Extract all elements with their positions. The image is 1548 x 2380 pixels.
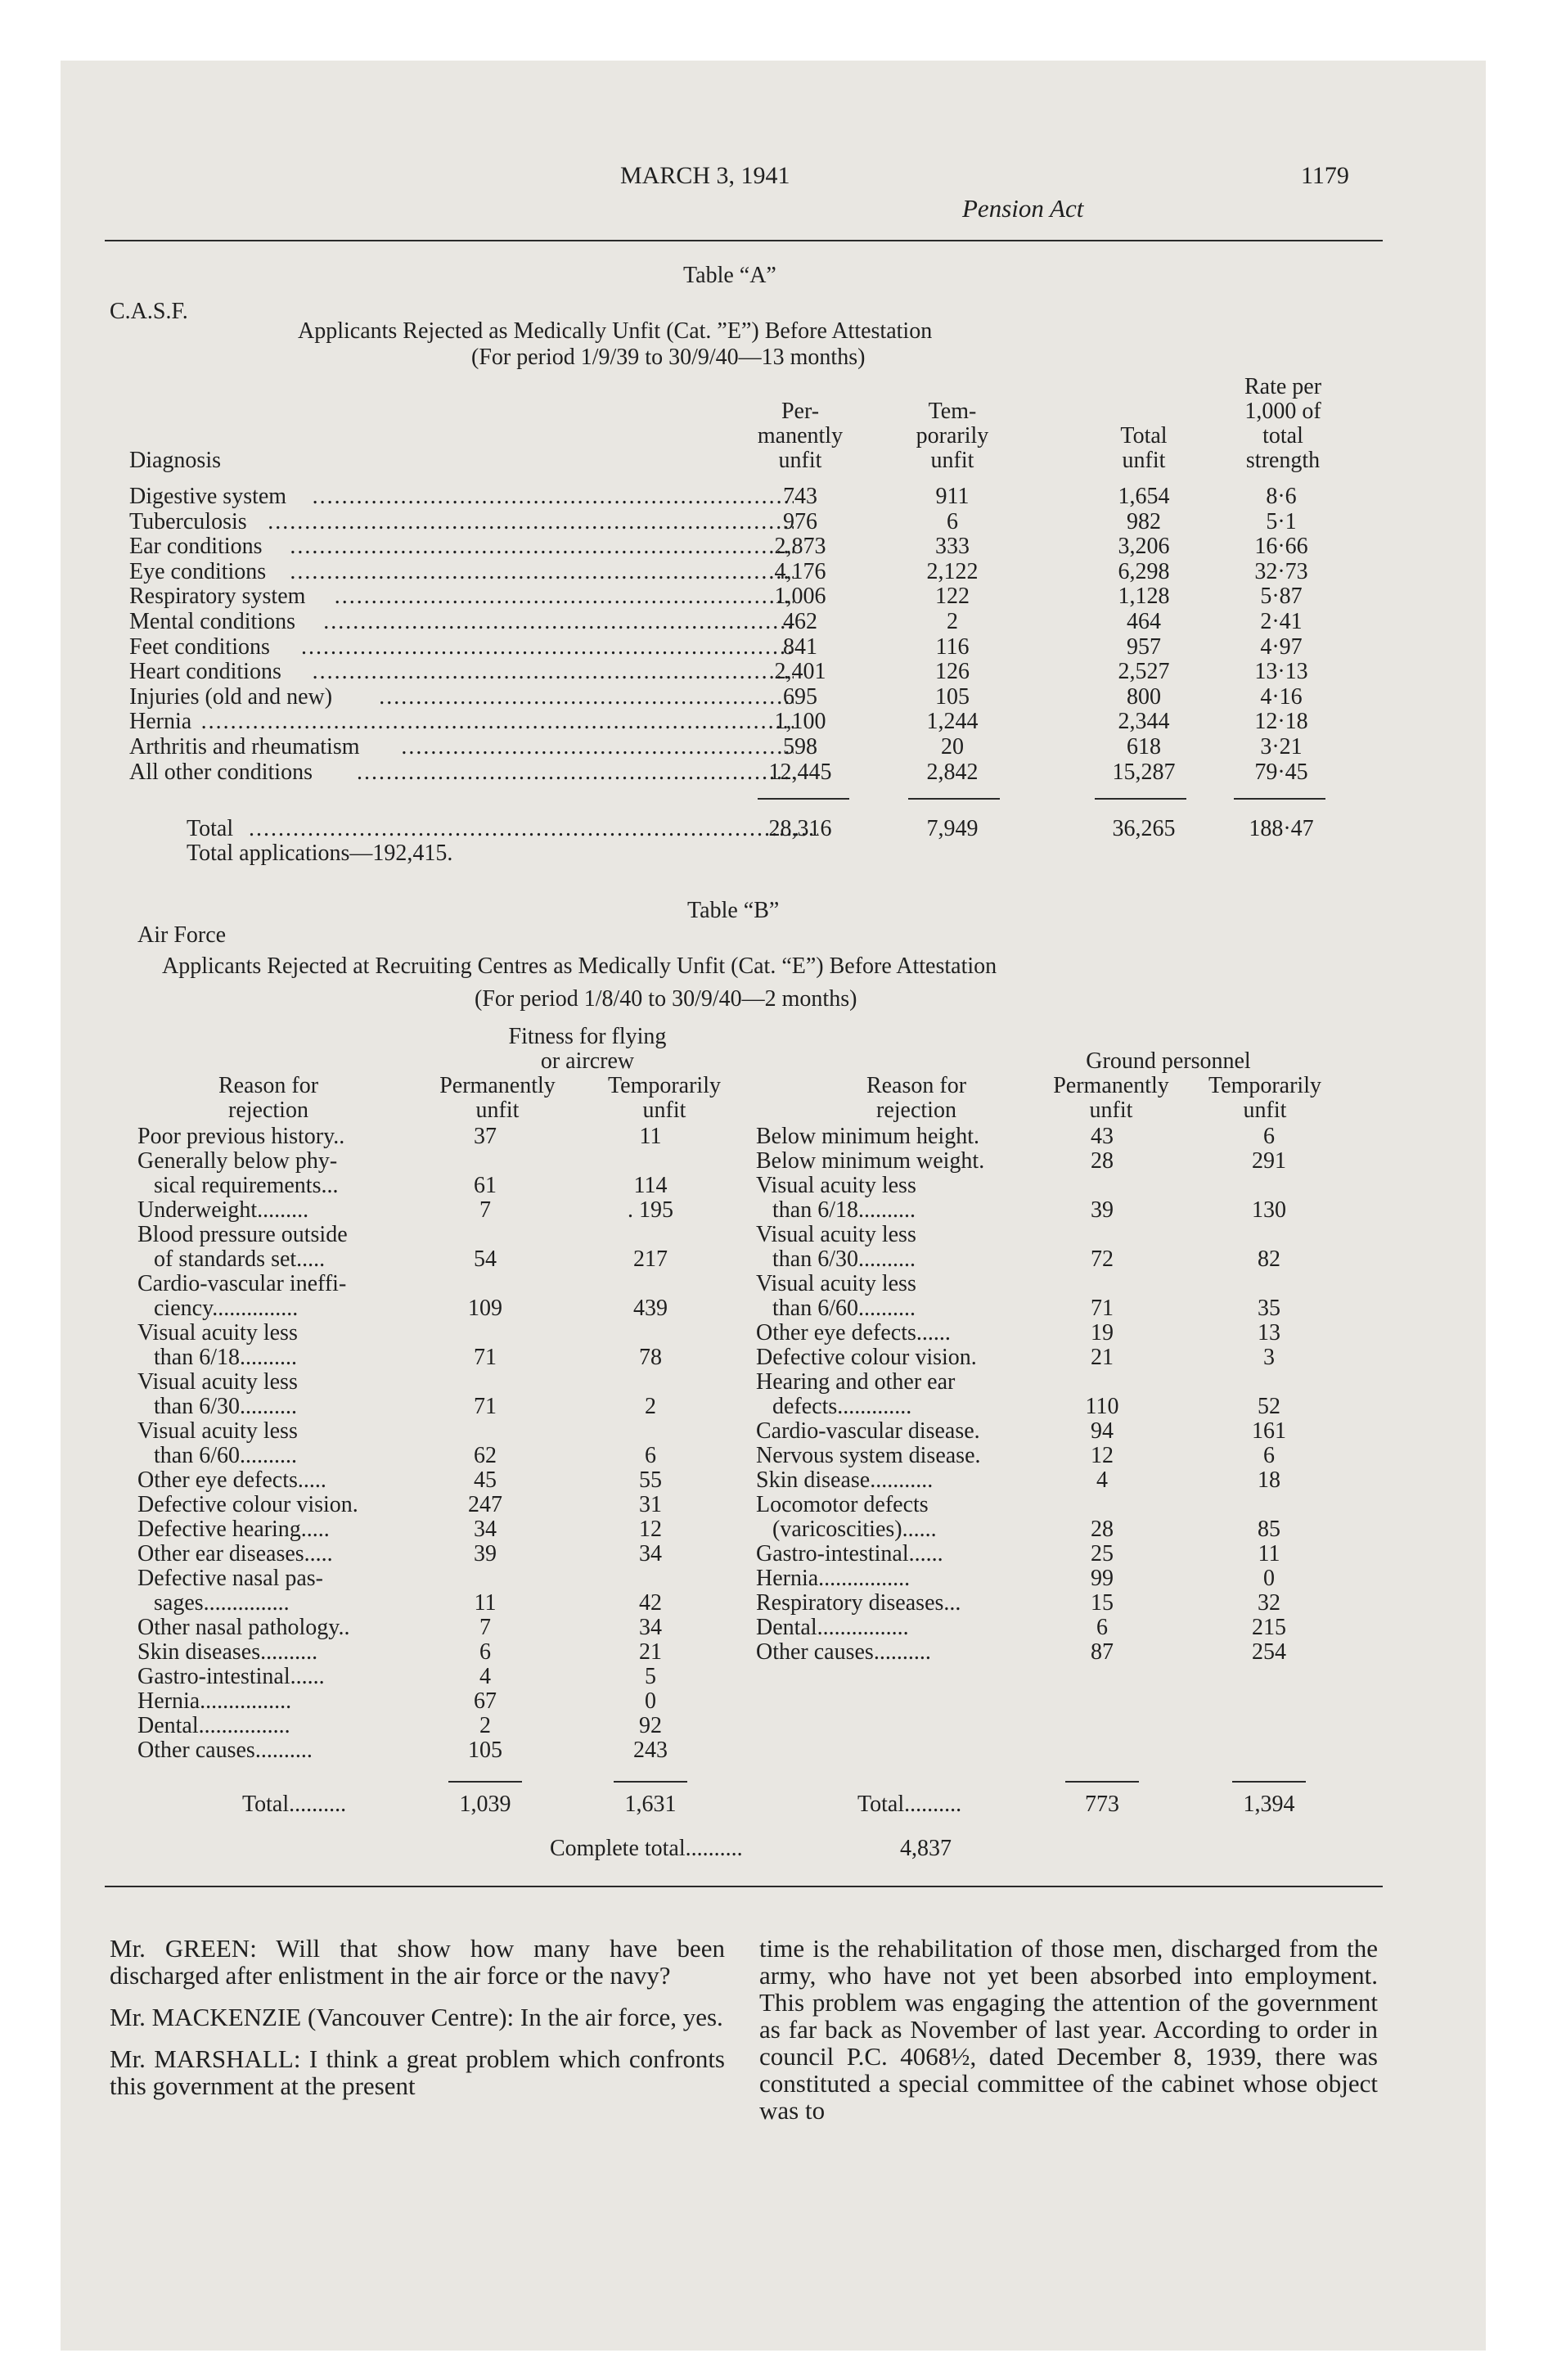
leader-dots bbox=[313, 485, 794, 509]
temporary-cell: 2 bbox=[947, 609, 958, 634]
table-a-sum-rule bbox=[908, 798, 1000, 800]
temporary-cell: 5 bbox=[645, 1664, 656, 1689]
reason-text: Dental................ bbox=[137, 1713, 290, 1738]
temporary-cell: 55 bbox=[639, 1467, 662, 1493]
permanent-cell: 7 bbox=[479, 1197, 491, 1223]
reason-text: Defective colour vision. bbox=[756, 1345, 977, 1370]
leader-dots bbox=[313, 660, 794, 684]
temporary-cell: 85 bbox=[1258, 1517, 1280, 1542]
diagnosis-cell: Ear conditions bbox=[129, 534, 263, 560]
reason-text: than 6/60.......... bbox=[772, 1296, 916, 1321]
reason-text: Skin disease........... bbox=[756, 1467, 934, 1493]
temporary-cell: 35 bbox=[1258, 1296, 1280, 1321]
table-row bbox=[105, 534, 1383, 559]
permanent-cell: 94 bbox=[1091, 1418, 1114, 1444]
temporary-cell: 0 bbox=[1263, 1566, 1275, 1591]
rate-cell: 2·41 bbox=[1260, 609, 1303, 634]
permanent-cell: 39 bbox=[1091, 1197, 1114, 1223]
permanent-cell: 1,006 bbox=[774, 584, 826, 610]
permanent-cell: 43 bbox=[1091, 1124, 1114, 1149]
table-b-complete-total: Complete total.......... 4,837 bbox=[550, 1836, 952, 1861]
table-b-right-total: Total.......... 773 1,394 bbox=[857, 1792, 1295, 1817]
reason-text: Other ear diseases..... bbox=[137, 1541, 333, 1566]
temporary-cell: 18 bbox=[1258, 1467, 1280, 1493]
permanent-cell: 4 bbox=[1096, 1467, 1108, 1493]
table-row bbox=[105, 635, 1383, 660]
permanent-cell: 12,445 bbox=[768, 759, 832, 785]
reason-text: Visual acuity less bbox=[756, 1271, 916, 1296]
temporary-cell: 215 bbox=[1252, 1615, 1286, 1640]
permanent-cell: 109 bbox=[468, 1296, 502, 1321]
reason-text: Other causes.......... bbox=[137, 1738, 313, 1763]
temporary-cell: 20 bbox=[941, 734, 964, 760]
table-a-col-temporary: Tem- porarily unfit bbox=[916, 399, 989, 473]
table-a-sum-rule bbox=[1234, 798, 1325, 800]
diagnosis-cell: Arthritis and rheumatism bbox=[129, 734, 360, 760]
permanent-cell: 37 bbox=[474, 1124, 497, 1149]
header-rule bbox=[105, 240, 1383, 241]
reason-text: than 6/18.......... bbox=[154, 1345, 297, 1370]
rate-cell: 5·1 bbox=[1266, 508, 1297, 534]
leader-dots bbox=[323, 610, 794, 634]
permanent-cell: 1,100 bbox=[774, 709, 826, 735]
table-b-right-col-reason: Reason for rejection bbox=[866, 1073, 967, 1123]
table-b-period: (For period 1/8/40 to 30/9/40—2 months) bbox=[475, 986, 857, 1012]
permanent-cell: 2,873 bbox=[774, 534, 826, 560]
temporary-cell: 439 bbox=[633, 1296, 668, 1321]
debate-left-column bbox=[110, 1935, 725, 2114]
reason-text: Other eye defects..... bbox=[137, 1467, 326, 1493]
speech-mackenzie: Mr. MACKENZIE (Vancouver Centre): In the air force, yes. bbox=[110, 2003, 723, 2031]
total-cell: 6,298 bbox=[1118, 558, 1170, 584]
rate-cell: 4·97 bbox=[1260, 633, 1303, 660]
reason-text: of standards set..... bbox=[154, 1246, 326, 1272]
reason-text: Other causes.......... bbox=[756, 1639, 931, 1665]
table-a-col-diagnosis: Diagnosis bbox=[129, 448, 221, 473]
permanent-cell: 61 bbox=[474, 1173, 497, 1198]
reason-text: Gastro-intestinal...... bbox=[137, 1664, 325, 1689]
temporary-cell: 78 bbox=[639, 1345, 662, 1370]
permanent-cell: 28 bbox=[1091, 1517, 1114, 1542]
reason-text: Cardio-vascular disease. bbox=[756, 1418, 980, 1444]
temporary-cell: 31 bbox=[639, 1492, 662, 1517]
reason-text: Underweight......... bbox=[137, 1197, 309, 1223]
permanent-cell: 6 bbox=[1096, 1615, 1108, 1640]
page-date: MARCH 3, 1941 bbox=[620, 162, 790, 189]
permanent-cell: 743 bbox=[783, 484, 817, 509]
reason-text: Cardio-vascular ineffi- bbox=[137, 1271, 347, 1296]
diagnosis-cell: Tuberculosis bbox=[129, 508, 247, 534]
temporary-cell: 217 bbox=[633, 1246, 668, 1272]
diagnosis-cell: Digestive system bbox=[129, 484, 287, 509]
table-row bbox=[105, 510, 1383, 534]
reason-text: Visual acuity less bbox=[756, 1222, 916, 1247]
reason-text: than 6/60.......... bbox=[154, 1443, 297, 1468]
permanent-cell: 976 bbox=[783, 508, 817, 534]
permanent-cell: 4,176 bbox=[774, 558, 826, 584]
reason-text: Visual acuity less bbox=[137, 1418, 298, 1444]
rate-cell: 16·66 bbox=[1254, 534, 1308, 560]
table-a-col-permanent: Per- manently unfit bbox=[757, 399, 844, 473]
temporary-cell: 21 bbox=[639, 1639, 662, 1665]
temporary-cell: 6 bbox=[1263, 1443, 1275, 1468]
table-b-sum-rule bbox=[1232, 1781, 1306, 1783]
temporary-cell: . 195 bbox=[628, 1197, 673, 1223]
permanent-cell: 71 bbox=[1091, 1296, 1114, 1321]
rate-cell: 4·16 bbox=[1260, 683, 1303, 710]
speech-marshall-continued: time is the rehabilitation of those men, discharged from the army, who have not yet been absorbed into employment. This problem was engaging the attention of the government as far back as November of last year. According to order in council P.C. 4068½, dated December 8, 1939, there was constituted a special committee of the cabinet whose object was to bbox=[759, 1934, 1378, 2125]
page-section-title: Pension Act bbox=[962, 194, 1084, 223]
temporary-cell: 130 bbox=[1252, 1197, 1286, 1223]
temporary-cell: 11 bbox=[639, 1124, 662, 1149]
total-cell: 618 bbox=[1127, 734, 1161, 760]
leader-dots bbox=[357, 760, 794, 785]
table-row bbox=[105, 735, 1383, 760]
reason-text: Nervous system disease. bbox=[756, 1443, 981, 1468]
leader-dots bbox=[301, 635, 794, 660]
reason-text: Hernia................ bbox=[756, 1566, 911, 1591]
reason-text: Hearing and other ear bbox=[756, 1369, 956, 1395]
permanent-cell: 2 bbox=[479, 1713, 491, 1738]
permanent-cell: 598 bbox=[783, 734, 817, 760]
speech-green: Mr. GREEN: Will that show how many have been discharged after enlistment in the air force or the navy? bbox=[110, 1934, 725, 1990]
temporary-cell: 11 bbox=[1258, 1541, 1280, 1566]
table-b-caption: Table “B” bbox=[687, 898, 780, 923]
temporary-cell: 2,842 bbox=[926, 759, 979, 785]
reason-text: Below minimum weight. bbox=[756, 1148, 985, 1174]
temporary-cell: 6 bbox=[947, 508, 958, 534]
temporary-cell: 254 bbox=[1252, 1639, 1286, 1665]
temporary-cell: 243 bbox=[633, 1738, 668, 1763]
table-row bbox=[105, 660, 1383, 684]
leader-dots bbox=[379, 685, 794, 710]
permanent-cell: 12 bbox=[1091, 1443, 1114, 1468]
reason-text: Below minimum height. bbox=[756, 1124, 979, 1149]
total-cell: 957 bbox=[1127, 633, 1161, 660]
permanent-cell: 71 bbox=[474, 1345, 497, 1370]
reason-text: Defective hearing..... bbox=[137, 1517, 330, 1542]
reason-text: Skin diseases.......... bbox=[137, 1639, 318, 1665]
rate-cell: 12·18 bbox=[1254, 709, 1308, 735]
speech-marshall: Mr. MARSHALL: I think a great problem which confronts this government at the present bbox=[110, 2044, 725, 2100]
table-a-total-row: Total ..... 28,316 7,949 36,265 188·47 bbox=[105, 817, 1383, 841]
diagnosis-cell: Injuries (old and new) bbox=[129, 683, 333, 710]
temporary-cell: 34 bbox=[639, 1541, 662, 1566]
table-b-sum-rule bbox=[448, 1781, 522, 1783]
table-b-left-group: Fitness for flying or aircrew bbox=[508, 1024, 667, 1074]
temporary-cell: 122 bbox=[935, 584, 970, 610]
permanent-cell: 87 bbox=[1091, 1639, 1114, 1665]
table-a-period: (For period 1/9/39 to 30/9/40—13 months) bbox=[471, 345, 866, 370]
table-b-left-total: Total.......... 1,039 1,631 bbox=[242, 1792, 677, 1817]
leader-dots bbox=[268, 510, 794, 534]
diagnosis-cell: All other conditions bbox=[129, 759, 313, 785]
diagnosis-cell: Respiratory system bbox=[129, 584, 306, 610]
temporary-cell: 6 bbox=[645, 1443, 656, 1468]
leader-dots bbox=[401, 735, 794, 760]
reason-text: sical requirements... bbox=[154, 1173, 339, 1198]
permanent-cell: 4 bbox=[479, 1664, 491, 1689]
permanent-cell: 6 bbox=[479, 1639, 491, 1665]
table-b-sum-rule bbox=[614, 1781, 687, 1783]
reason-text: than 6/30.......... bbox=[154, 1394, 297, 1419]
permanent-cell: 15 bbox=[1091, 1590, 1114, 1616]
temporary-cell: 42 bbox=[639, 1590, 662, 1616]
document-page bbox=[105, 0, 1383, 2380]
table-row bbox=[105, 685, 1383, 710]
reason-text: Blood pressure outside bbox=[137, 1222, 348, 1247]
permanent-cell: 841 bbox=[783, 633, 817, 660]
temporary-cell: 6 bbox=[1263, 1124, 1275, 1149]
section-rule bbox=[105, 1886, 1383, 1887]
permanent-cell: 19 bbox=[1091, 1320, 1114, 1346]
temporary-cell: 126 bbox=[935, 659, 970, 685]
rate-cell: 13·13 bbox=[1254, 659, 1308, 685]
reason-text: Locomotor defects bbox=[756, 1492, 929, 1517]
temporary-cell: 161 bbox=[1252, 1418, 1286, 1444]
permanent-cell: 105 bbox=[468, 1738, 502, 1763]
reason-text: sages............... bbox=[154, 1590, 290, 1616]
table-row bbox=[105, 584, 1383, 609]
temporary-cell: 3 bbox=[1263, 1345, 1275, 1370]
table-a-col-rate: Rate per 1,000 of total strength bbox=[1244, 374, 1322, 473]
table-a-sum-rule bbox=[758, 798, 849, 800]
table-b-left-col-permanent: Permanently unfit bbox=[439, 1073, 556, 1123]
reason-text: Gastro-intestinal...... bbox=[756, 1541, 943, 1566]
total-cell: 3,206 bbox=[1118, 534, 1170, 560]
reason-text: ciency............... bbox=[154, 1296, 299, 1321]
temporary-cell: 116 bbox=[935, 633, 970, 660]
rate-cell: 5·87 bbox=[1260, 584, 1303, 610]
temporary-cell: 32 bbox=[1258, 1590, 1280, 1616]
rate-cell: 32·73 bbox=[1254, 558, 1308, 584]
permanent-cell: 72 bbox=[1091, 1246, 1114, 1272]
permanent-cell: 25 bbox=[1091, 1541, 1114, 1566]
reason-text: Visual acuity less bbox=[137, 1369, 298, 1395]
table-b-right-group: Ground personnel bbox=[1086, 1048, 1251, 1074]
reason-text: Respiratory diseases... bbox=[756, 1590, 961, 1616]
temporary-cell: 52 bbox=[1258, 1394, 1280, 1419]
permanent-cell: 45 bbox=[474, 1467, 497, 1493]
temporary-cell: 911 bbox=[935, 484, 970, 509]
reason-text: defects............. bbox=[772, 1394, 912, 1419]
permanent-cell: 62 bbox=[474, 1443, 497, 1468]
diagnosis-cell: Feet conditions bbox=[129, 633, 270, 660]
reason-text: Generally below phy- bbox=[137, 1148, 338, 1174]
permanent-cell: 99 bbox=[1091, 1566, 1114, 1591]
table-row bbox=[105, 610, 1383, 634]
temporary-cell: 13 bbox=[1258, 1320, 1280, 1346]
total-cell: 2,344 bbox=[1118, 709, 1170, 735]
reason-text: (varicoscities)...... bbox=[772, 1517, 937, 1542]
reason-text: Hernia................ bbox=[137, 1688, 292, 1714]
permanent-cell: 28 bbox=[1091, 1148, 1114, 1174]
table-a-org: C.A.S.F. bbox=[110, 299, 188, 324]
permanent-cell: 247 bbox=[468, 1492, 502, 1517]
reason-text: Defective colour vision. bbox=[137, 1492, 358, 1517]
total-cell: 982 bbox=[1127, 508, 1161, 534]
table-a-caption: Table “A” bbox=[683, 263, 776, 288]
leader-dots bbox=[290, 534, 794, 559]
reason-text: than 6/30.......... bbox=[772, 1246, 916, 1272]
reason-text: Visual acuity less bbox=[756, 1173, 916, 1198]
temporary-cell: 291 bbox=[1252, 1148, 1286, 1174]
permanent-cell: 21 bbox=[1091, 1345, 1114, 1370]
table-row bbox=[105, 710, 1383, 734]
temporary-cell: 34 bbox=[639, 1615, 662, 1640]
table-b-sum-rule bbox=[1065, 1781, 1139, 1783]
temporary-cell: 12 bbox=[639, 1517, 662, 1542]
reason-text: Visual acuity less bbox=[137, 1320, 298, 1346]
table-row bbox=[105, 760, 1383, 785]
permanent-cell: 67 bbox=[474, 1688, 497, 1714]
total-cell: 1,128 bbox=[1118, 584, 1170, 610]
diagnosis-cell: Hernia bbox=[129, 709, 192, 735]
permanent-cell: 54 bbox=[474, 1246, 497, 1272]
temporary-cell: 92 bbox=[639, 1713, 662, 1738]
reason-text: Other nasal pathology.. bbox=[137, 1615, 350, 1640]
reason-text: than 6/18.......... bbox=[772, 1197, 916, 1223]
permanent-cell: 7 bbox=[479, 1615, 491, 1640]
leader-dots bbox=[201, 710, 794, 734]
temporary-cell: 0 bbox=[645, 1688, 656, 1714]
rate-cell: 79·45 bbox=[1254, 759, 1308, 785]
total-cell: 15,287 bbox=[1112, 759, 1176, 785]
reason-text: Poor previous history.. bbox=[137, 1124, 345, 1149]
reason-text: Defective nasal pas- bbox=[137, 1566, 323, 1591]
temporary-cell: 333 bbox=[935, 534, 970, 560]
temporary-cell: 1,244 bbox=[926, 709, 979, 735]
permanent-cell: 110 bbox=[1085, 1394, 1119, 1419]
permanent-cell: 34 bbox=[474, 1517, 497, 1542]
diagnosis-cell: Heart conditions bbox=[129, 659, 281, 685]
table-b-right-col-permanent: Permanently unfit bbox=[1053, 1073, 1169, 1123]
table-b-org: Air Force bbox=[137, 922, 227, 948]
rate-cell: 3·21 bbox=[1260, 734, 1303, 760]
temporary-cell: 105 bbox=[935, 683, 970, 710]
permanent-cell: 71 bbox=[474, 1394, 497, 1419]
diagnosis-cell: Mental conditions bbox=[129, 609, 295, 634]
rate-cell: 8·6 bbox=[1266, 484, 1297, 509]
diagnosis-cell: Eye conditions bbox=[129, 558, 267, 584]
total-cell: 2,527 bbox=[1118, 659, 1170, 685]
table-b-right-col-temporary: Temporarily unfit bbox=[1208, 1073, 1321, 1123]
table-a-heading: Applicants Rejected as Medically Unfit (Cat. ”E”) Before Attestation bbox=[298, 318, 933, 344]
table-b-left-col-reason: Reason for rejection bbox=[218, 1073, 319, 1123]
leader-dots bbox=[290, 560, 794, 584]
permanent-cell: 11 bbox=[474, 1590, 497, 1616]
permanent-cell: 39 bbox=[474, 1541, 497, 1566]
leader-dots bbox=[335, 584, 794, 609]
reason-text: Dental................ bbox=[756, 1615, 909, 1640]
permanent-cell: 695 bbox=[783, 683, 817, 710]
debate-right-column bbox=[759, 1935, 1378, 2139]
reason-text: Other eye defects...... bbox=[756, 1320, 951, 1346]
temporary-cell: 2 bbox=[645, 1394, 656, 1419]
temporary-cell: 2,122 bbox=[926, 558, 979, 584]
permanent-cell: 462 bbox=[783, 609, 817, 634]
total-cell: 800 bbox=[1127, 683, 1161, 710]
total-cell: 1,654 bbox=[1118, 484, 1170, 509]
temporary-cell: 82 bbox=[1258, 1246, 1280, 1272]
table-b-left-col-temporary: Temporarily unfit bbox=[608, 1073, 721, 1123]
table-row bbox=[105, 560, 1383, 584]
table-a-applications: Total applications—192,415. bbox=[187, 841, 453, 866]
permanent-cell: 2,401 bbox=[774, 659, 826, 685]
temporary-cell: 114 bbox=[633, 1173, 668, 1198]
page-number: 1179 bbox=[1301, 162, 1349, 189]
table-row bbox=[105, 485, 1383, 509]
table-a-sum-rule bbox=[1095, 798, 1186, 800]
total-cell: 464 bbox=[1127, 609, 1161, 634]
table-a-col-total: Total unfit bbox=[1120, 423, 1168, 473]
table-b-heading: Applicants Rejected at Recruiting Centres as Medically Unfit (Cat. “E”) Before Attestation bbox=[162, 953, 997, 979]
